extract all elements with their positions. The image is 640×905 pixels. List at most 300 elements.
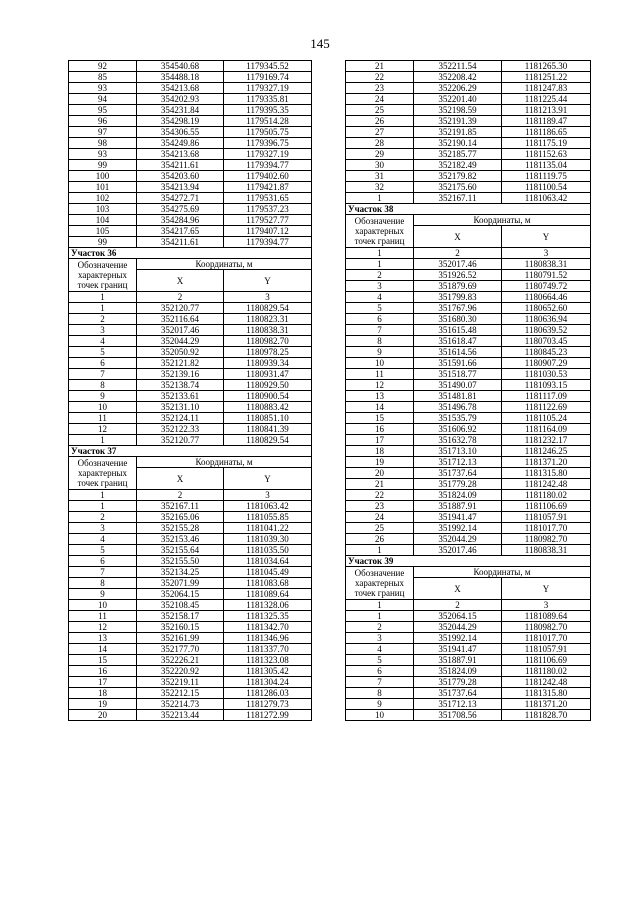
point-number: 2 (69, 512, 137, 523)
x-coordinate: 351712.13 (414, 457, 502, 468)
x-coordinate: 351518.77 (414, 369, 502, 380)
x-coordinate: 352122.33 (137, 424, 224, 435)
table-row (346, 105, 591, 116)
point-number: 99 (69, 237, 137, 248)
table-row (346, 622, 591, 633)
column-number: 1 (346, 248, 414, 259)
point-number: 14 (346, 402, 414, 413)
y-coordinate: 1179396.75 (224, 138, 312, 149)
section-title: Участок 38 (346, 204, 591, 215)
y-coordinate: 1181164.09 (502, 424, 591, 435)
table-row (346, 270, 591, 281)
table-row (346, 193, 591, 204)
point-number: 17 (346, 435, 414, 446)
table-row (69, 347, 312, 358)
table-row (346, 160, 591, 171)
y-coordinate: 1180664.46 (502, 292, 591, 303)
point-number: 10 (346, 710, 414, 721)
point-number: 6 (69, 358, 137, 369)
y-coordinate: 1181100.54 (502, 182, 591, 193)
column-number: 2 (137, 292, 224, 303)
table-row (69, 358, 312, 369)
column-number-row (346, 248, 591, 259)
table-row (69, 83, 312, 94)
point-number: 13 (69, 633, 137, 644)
table-row (69, 501, 312, 512)
x-coordinate: 351824.09 (414, 490, 502, 501)
point-number: 12 (69, 622, 137, 633)
point-number: 22 (346, 490, 414, 501)
column-number: 1 (69, 490, 137, 501)
point-number: 8 (346, 336, 414, 347)
x-coordinate: 351606.92 (414, 424, 502, 435)
point-number: 21 (346, 479, 414, 490)
x-coordinate: 351535.79 (414, 413, 502, 424)
point-number: 16 (69, 666, 137, 677)
y-coordinate: 1181371.20 (502, 699, 591, 710)
table-row (69, 105, 312, 116)
x-coordinate: 351779.28 (414, 479, 502, 490)
table-row (69, 149, 312, 160)
table-row (69, 325, 312, 336)
x-coordinate: 352134.25 (137, 567, 224, 578)
y-coordinate: 1181279.73 (224, 699, 312, 710)
y-coordinate: 1181106.69 (502, 655, 591, 666)
x-coordinate: 354298.19 (137, 116, 224, 127)
point-number: 93 (69, 149, 137, 160)
point-number: 9 (69, 589, 137, 600)
point-number: 1 (69, 303, 137, 314)
table-row (346, 699, 591, 710)
y-coordinate: 1180636.94 (502, 314, 591, 325)
table-row (346, 292, 591, 303)
y-coordinate: 1179394.77 (224, 160, 312, 171)
table-row (69, 204, 312, 215)
x-coordinate: 352116.64 (137, 314, 224, 325)
table-row (346, 336, 591, 347)
y-coordinate: 1181152.63 (502, 149, 591, 160)
point-number: 8 (69, 578, 137, 589)
point-designation-header: Обозначение характерных точек границ (69, 457, 137, 490)
table-row (346, 655, 591, 666)
table-row (346, 149, 591, 160)
y-coordinate: 1181089.64 (502, 611, 591, 622)
point-number: 1 (69, 501, 137, 512)
point-number: 9 (346, 699, 414, 710)
table-row (346, 116, 591, 127)
x-coordinate: 352165.06 (137, 512, 224, 523)
y-coordinate: 1181246.25 (502, 446, 591, 457)
point-number: 4 (346, 292, 414, 303)
point-number: 8 (69, 380, 137, 391)
x-coordinate: 352191.85 (414, 127, 502, 138)
point-number: 4 (69, 336, 137, 347)
x-coordinate: 354284.96 (137, 215, 224, 226)
table-row (346, 468, 591, 479)
x-coordinate: 352226.21 (137, 655, 224, 666)
point-number: 20 (346, 468, 414, 479)
x-coordinate: 352050.92 (137, 347, 224, 358)
table-header-row (69, 457, 312, 468)
x-coordinate: 354213.68 (137, 149, 224, 160)
point-number: 24 (346, 512, 414, 523)
section-title-row (346, 204, 591, 215)
y-coordinate: 1181175.19 (502, 138, 591, 149)
table-row (346, 446, 591, 457)
y-coordinate: 1181017.70 (502, 633, 591, 644)
table-row (69, 644, 312, 655)
y-coordinate: 1180703.45 (502, 336, 591, 347)
x-coordinate: 352177.70 (137, 644, 224, 655)
point-number: 7 (346, 677, 414, 688)
x-coordinate: 352155.28 (137, 523, 224, 534)
y-coordinate: 1181041.22 (224, 523, 312, 534)
table-row (69, 61, 312, 72)
table-row (346, 512, 591, 523)
y-coordinate: 1181328.06 (224, 600, 312, 611)
point-number: 25 (346, 105, 414, 116)
table-row (346, 61, 591, 72)
y-coordinate: 1181093.15 (502, 380, 591, 391)
table-row (346, 303, 591, 314)
column-number: 3 (502, 600, 591, 611)
coordinates-table-left (68, 60, 312, 721)
point-number: 20 (69, 710, 137, 721)
x-coordinate: 352138.74 (137, 380, 224, 391)
table-row (69, 127, 312, 138)
table-header-row (69, 259, 312, 270)
table-row (69, 545, 312, 556)
column-number: 3 (502, 248, 591, 259)
x-coordinate: 352120.77 (137, 303, 224, 314)
x-coordinate: 351591.66 (414, 358, 502, 369)
point-number: 3 (69, 523, 137, 534)
y-coordinate: 1181017.70 (502, 523, 591, 534)
table-row (69, 435, 312, 446)
table-row (69, 589, 312, 600)
x-coordinate: 352179.82 (414, 171, 502, 182)
x-coordinate: 352190.14 (414, 138, 502, 149)
table-row (69, 391, 312, 402)
x-coordinate: 352017.46 (137, 325, 224, 336)
point-number: 5 (346, 655, 414, 666)
point-number: 11 (69, 611, 137, 622)
y-coordinate: 1181342.70 (224, 622, 312, 633)
x-coordinate: 351779.28 (414, 677, 502, 688)
point-number: 13 (346, 391, 414, 402)
table-row (69, 226, 312, 237)
section-title-row (69, 446, 312, 457)
y-coordinate: 1180982.70 (224, 336, 312, 347)
point-number: 3 (346, 633, 414, 644)
point-number: 2 (69, 314, 137, 325)
y-header: Y (224, 468, 312, 490)
table-row (69, 710, 312, 721)
x-coordinate: 352155.50 (137, 556, 224, 567)
table-row (69, 578, 312, 589)
y-coordinate: 1181247.83 (502, 83, 591, 94)
y-coordinate: 1180829.54 (224, 435, 312, 446)
coordinates-header: Координаты, м (414, 567, 591, 578)
point-number: 92 (69, 61, 137, 72)
y-coordinate: 1179327.19 (224, 83, 312, 94)
table-header-row (346, 567, 591, 578)
table-row (346, 666, 591, 677)
y-coordinate: 1181045.49 (224, 567, 312, 578)
table-row (346, 424, 591, 435)
point-number: 19 (346, 457, 414, 468)
y-coordinate: 1180907.29 (502, 358, 591, 369)
y-coordinate: 1181083.68 (224, 578, 312, 589)
column-number: 1 (346, 600, 414, 611)
y-coordinate: 1181232.17 (502, 435, 591, 446)
x-coordinate: 352064.15 (414, 611, 502, 622)
x-coordinate: 351680.30 (414, 314, 502, 325)
point-number: 94 (69, 94, 137, 105)
x-coordinate: 351496.78 (414, 402, 502, 413)
point-number: 98 (69, 138, 137, 149)
x-coordinate: 352213.44 (137, 710, 224, 721)
y-coordinate: 1181315.80 (502, 688, 591, 699)
table-row (69, 567, 312, 578)
x-coordinate: 351887.91 (414, 655, 502, 666)
point-number: 28 (346, 138, 414, 149)
x-coordinate: 351712.13 (414, 699, 502, 710)
x-coordinate: 351767.96 (414, 303, 502, 314)
y-coordinate: 1181272.99 (224, 710, 312, 721)
point-number: 25 (346, 523, 414, 534)
point-designation-header: Обозначение характерных точек границ (69, 259, 137, 292)
point-number: 97 (69, 127, 137, 138)
x-coordinate: 352214.73 (137, 699, 224, 710)
x-coordinate: 354231.84 (137, 105, 224, 116)
y-coordinate: 1181305.42 (224, 666, 312, 677)
x-coordinate: 354217.65 (137, 226, 224, 237)
point-number: 6 (69, 556, 137, 567)
x-header: X (414, 226, 502, 248)
table-row (69, 688, 312, 699)
point-number: 22 (346, 72, 414, 83)
point-number: 26 (346, 116, 414, 127)
y-header: Y (224, 270, 312, 292)
table-row (346, 402, 591, 413)
point-number: 7 (346, 325, 414, 336)
point-number: 3 (69, 325, 137, 336)
table-row (346, 171, 591, 182)
table-row (346, 479, 591, 490)
x-coordinate: 351713.10 (414, 446, 502, 457)
x-coordinate: 352044.29 (414, 534, 502, 545)
x-coordinate: 351615.48 (414, 325, 502, 336)
x-coordinate: 352108.45 (137, 600, 224, 611)
point-number: 26 (346, 534, 414, 545)
table-row (346, 380, 591, 391)
table-row (69, 512, 312, 523)
x-coordinate: 352198.59 (414, 105, 502, 116)
y-coordinate: 1181034.64 (224, 556, 312, 567)
coordinates-header: Координаты, м (137, 457, 312, 468)
point-number: 95 (69, 105, 137, 116)
y-coordinate: 1180838.31 (502, 545, 591, 556)
y-coordinate: 1181242.48 (502, 677, 591, 688)
table-row (69, 424, 312, 435)
y-coordinate: 1181371.20 (502, 457, 591, 468)
x-coordinate: 352220.92 (137, 666, 224, 677)
table-row (69, 336, 312, 347)
table-row (346, 501, 591, 512)
x-coordinate: 354272.71 (137, 193, 224, 204)
point-number: 104 (69, 215, 137, 226)
point-number: 30 (346, 160, 414, 171)
table-row (346, 534, 591, 545)
table-row (346, 182, 591, 193)
x-coordinate: 354540.68 (137, 61, 224, 72)
y-coordinate: 1180749.72 (502, 281, 591, 292)
y-coordinate: 1180900.54 (224, 391, 312, 402)
point-number: 14 (69, 644, 137, 655)
x-coordinate: 351737.64 (414, 468, 502, 479)
x-coordinate: 352191.39 (414, 116, 502, 127)
y-coordinate: 1180978.25 (224, 347, 312, 358)
table-row (69, 215, 312, 226)
point-number: 11 (69, 413, 137, 424)
table-row (346, 281, 591, 292)
x-coordinate: 351926.52 (414, 270, 502, 281)
point-number: 18 (69, 688, 137, 699)
section-title: Участок 37 (69, 446, 312, 457)
y-coordinate: 1180982.70 (502, 534, 591, 545)
x-coordinate: 352124.11 (137, 413, 224, 424)
x-coordinate: 352211.54 (414, 61, 502, 72)
x-header: X (137, 468, 224, 490)
y-coordinate: 1180939.34 (224, 358, 312, 369)
x-coordinate: 352167.11 (414, 193, 502, 204)
x-coordinate: 351481.81 (414, 391, 502, 402)
x-coordinate: 354211.61 (137, 237, 224, 248)
table-row (69, 116, 312, 127)
x-coordinate: 352139.16 (137, 369, 224, 380)
x-coordinate: 354249.86 (137, 138, 224, 149)
x-coordinate: 354202.93 (137, 94, 224, 105)
x-coordinate: 351708.56 (414, 710, 502, 721)
column-number-row (69, 292, 312, 303)
table-row (346, 611, 591, 622)
y-coordinate: 1181186.65 (502, 127, 591, 138)
y-coordinate: 1181346.96 (224, 633, 312, 644)
point-number: 2 (346, 622, 414, 633)
point-number: 15 (69, 655, 137, 666)
y-coordinate: 1179394.77 (224, 237, 312, 248)
table-row (346, 72, 591, 83)
x-coordinate: 352167.11 (137, 501, 224, 512)
y-coordinate: 1180931.47 (224, 369, 312, 380)
x-coordinate: 351992.14 (414, 523, 502, 534)
table-row (69, 171, 312, 182)
y-coordinate: 1179335.81 (224, 94, 312, 105)
table-row (346, 457, 591, 468)
y-coordinate: 1181119.75 (502, 171, 591, 182)
x-coordinate: 351799.83 (414, 292, 502, 303)
x-coordinate: 354275.69 (137, 204, 224, 215)
table-row (69, 160, 312, 171)
table-row (69, 94, 312, 105)
y-coordinate: 1179407.12 (224, 226, 312, 237)
point-designation-header: Обозначение характерных точек границ (346, 567, 414, 600)
point-number: 5 (69, 347, 137, 358)
y-coordinate: 1181304.24 (224, 677, 312, 688)
x-coordinate: 352121.82 (137, 358, 224, 369)
x-coordinate: 351941.47 (414, 512, 502, 523)
x-coordinate: 352064.15 (137, 589, 224, 600)
point-number: 18 (346, 446, 414, 457)
table-row (69, 633, 312, 644)
table-row (69, 72, 312, 83)
point-number: 32 (346, 182, 414, 193)
point-number: 4 (69, 534, 137, 545)
y-coordinate: 1181323.08 (224, 655, 312, 666)
y-coordinate: 1179531.65 (224, 193, 312, 204)
x-coordinate: 351824.09 (414, 666, 502, 677)
point-number: 9 (69, 391, 137, 402)
table-row (346, 633, 591, 644)
y-coordinate: 1181063.42 (502, 193, 591, 204)
x-coordinate: 352208.42 (414, 72, 502, 83)
y-coordinate: 1181225.44 (502, 94, 591, 105)
point-number: 1 (69, 435, 137, 446)
point-number: 31 (346, 171, 414, 182)
point-number: 29 (346, 149, 414, 160)
x-coordinate: 351632.78 (414, 435, 502, 446)
y-coordinate: 1181055.85 (224, 512, 312, 523)
column-number: 1 (69, 292, 137, 303)
section-title: Участок 36 (69, 248, 312, 259)
table-header-row (346, 215, 591, 226)
x-coordinate: 351879.69 (414, 281, 502, 292)
x-coordinate: 352044.29 (137, 336, 224, 347)
point-number: 1 (346, 193, 414, 204)
y-header: Y (502, 578, 591, 600)
table-row (346, 710, 591, 721)
point-number: 85 (69, 72, 137, 83)
coordinates-table-right (345, 60, 591, 721)
x-coordinate: 352219.11 (137, 677, 224, 688)
section-title-row (69, 248, 312, 259)
point-number: 96 (69, 116, 137, 127)
point-number: 11 (346, 369, 414, 380)
y-coordinate: 1180851.10 (224, 413, 312, 424)
y-coordinate: 1180652.60 (502, 303, 591, 314)
y-coordinate: 1181105.24 (502, 413, 591, 424)
table-row (69, 556, 312, 567)
x-coordinate: 352017.46 (414, 259, 502, 270)
y-coordinate: 1180829.54 (224, 303, 312, 314)
x-coordinate: 351941.47 (414, 644, 502, 655)
point-number: 1 (346, 611, 414, 622)
y-coordinate: 1181030.53 (502, 369, 591, 380)
y-coordinate: 1179527.77 (224, 215, 312, 226)
y-coordinate: 1179514.28 (224, 116, 312, 127)
x-coordinate: 352185.77 (414, 149, 502, 160)
x-coordinate: 352160.15 (137, 622, 224, 633)
y-coordinate: 1181106.69 (502, 501, 591, 512)
point-number: 105 (69, 226, 137, 237)
y-coordinate: 1181057.91 (502, 512, 591, 523)
y-coordinate: 1181122.69 (502, 402, 591, 413)
table-row (346, 138, 591, 149)
x-coordinate: 352158.17 (137, 611, 224, 622)
table-row (346, 358, 591, 369)
point-number: 12 (346, 380, 414, 391)
